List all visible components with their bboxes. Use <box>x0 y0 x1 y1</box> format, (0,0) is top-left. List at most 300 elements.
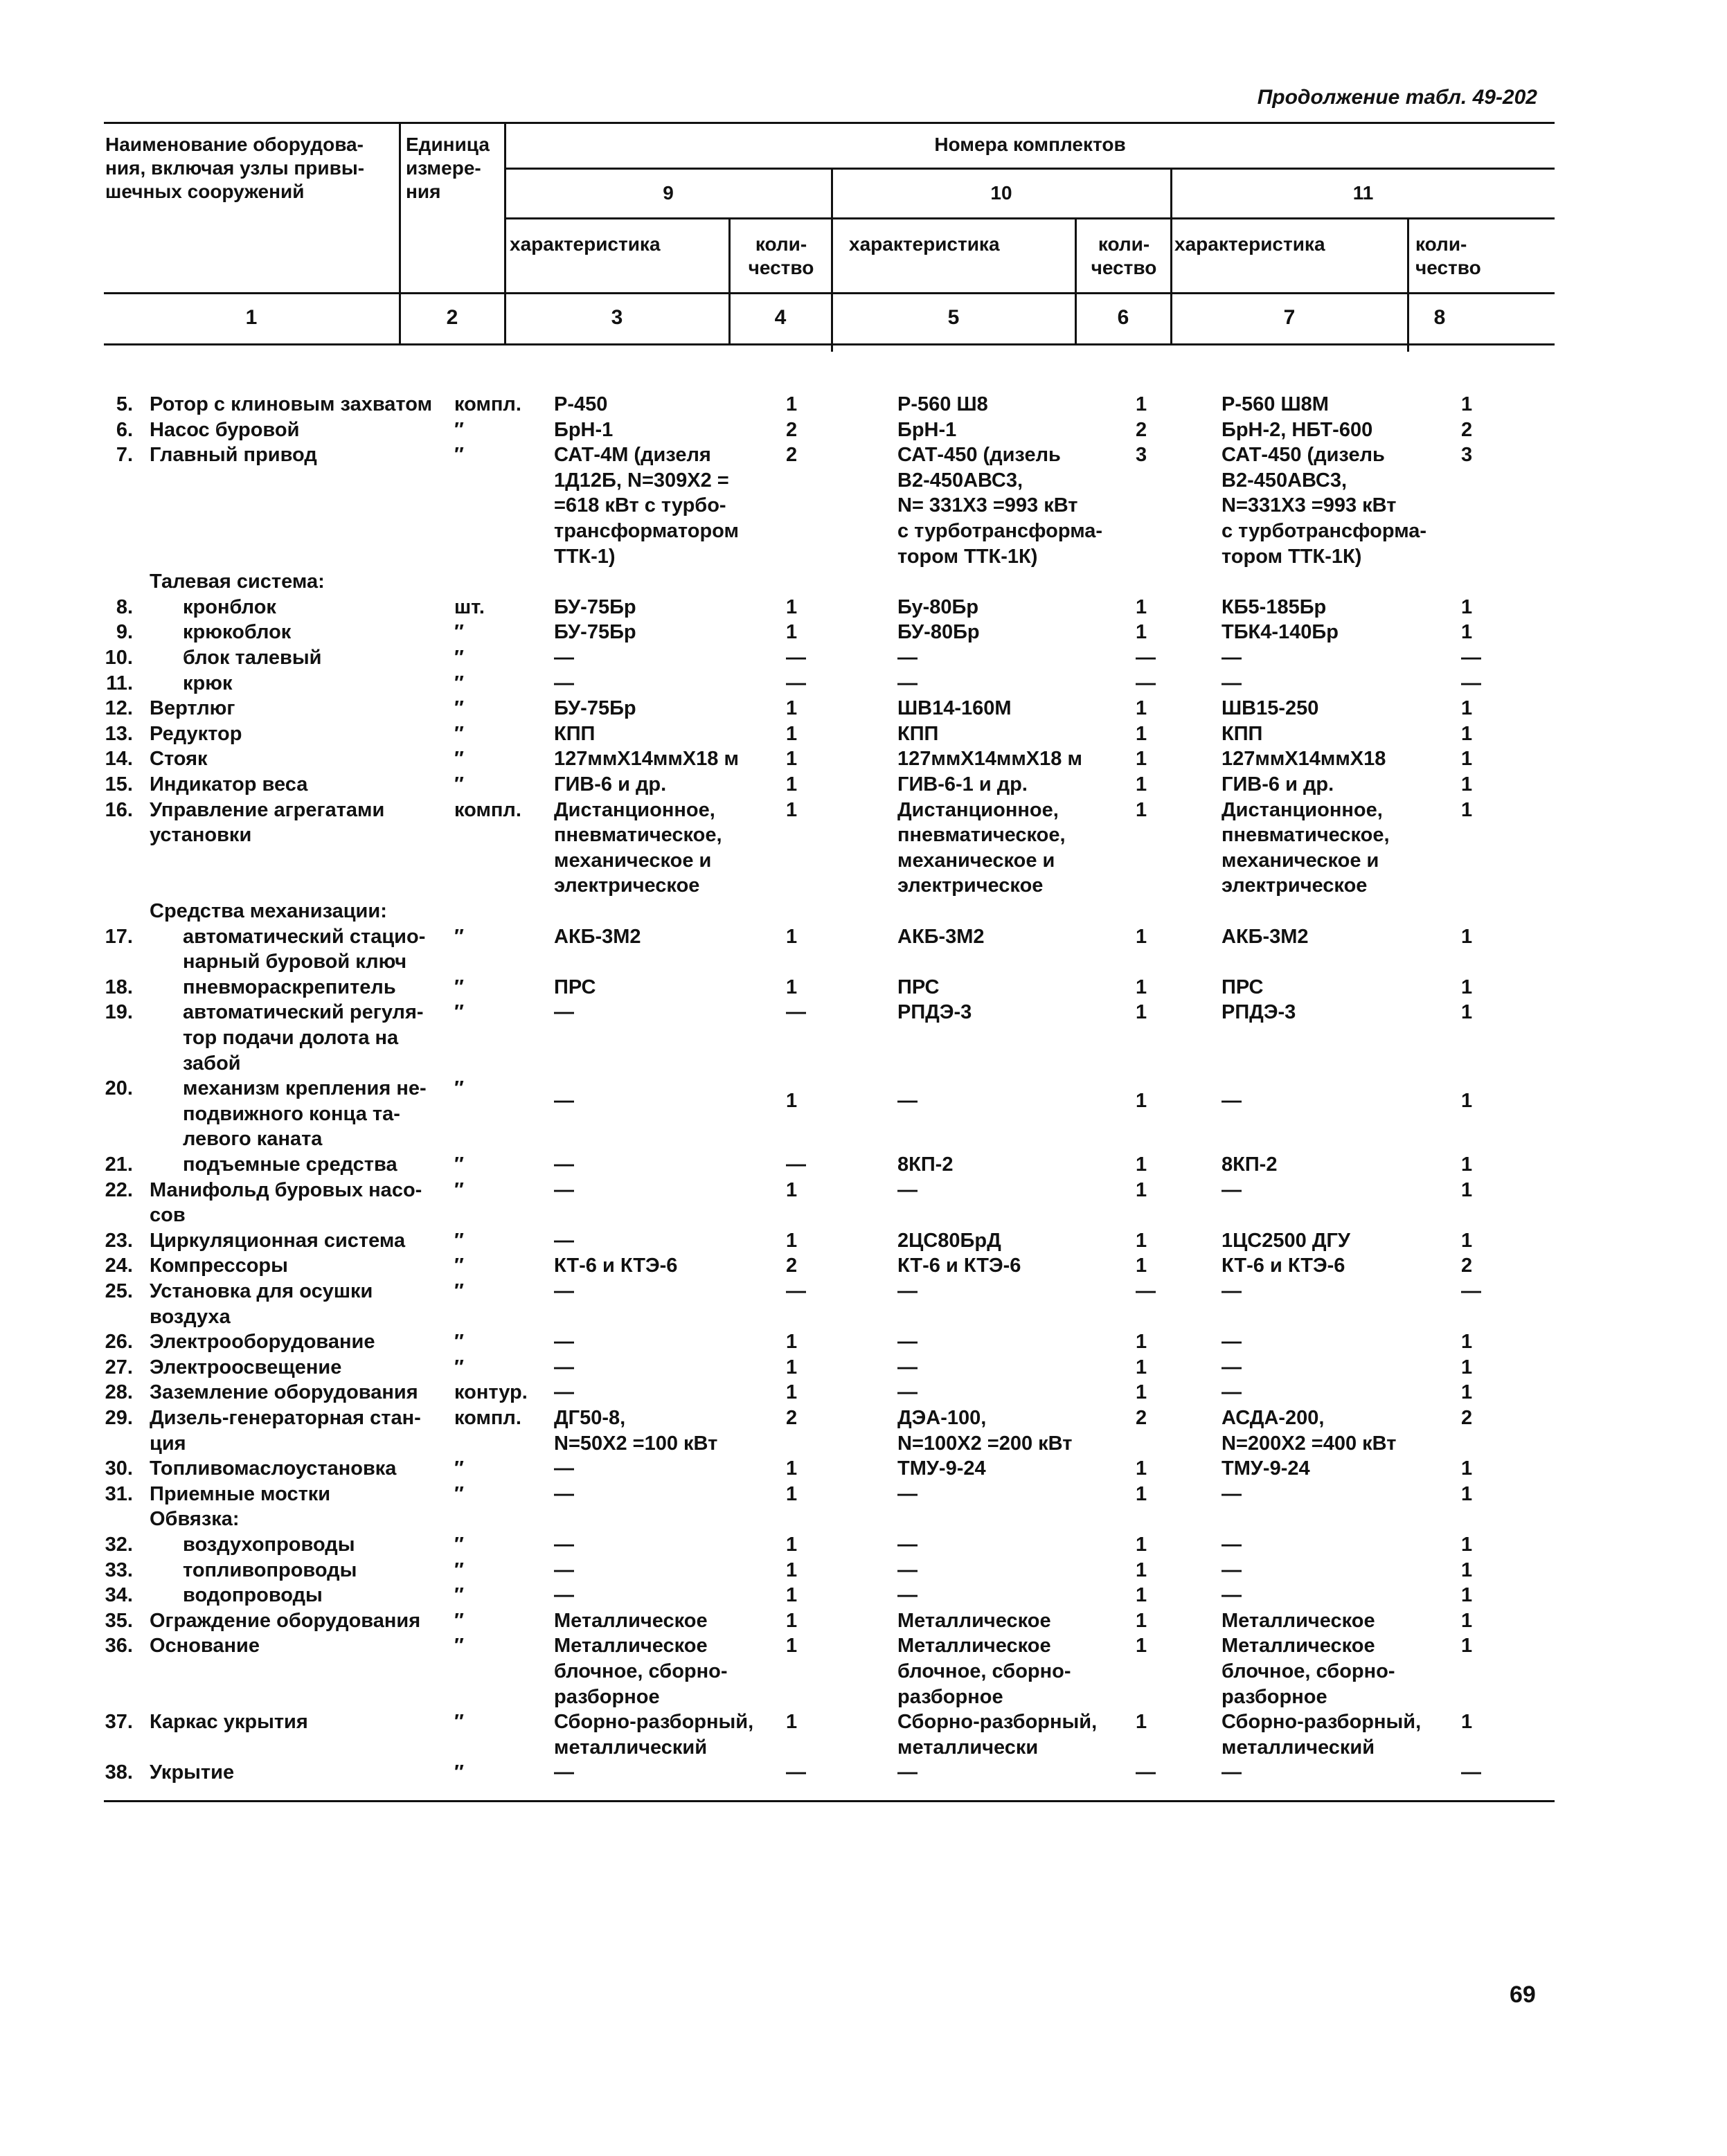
set9-characteristic: — <box>554 647 574 669</box>
header-unit: Единица измере- ния <box>406 134 490 202</box>
equipment-name: кронблок <box>183 595 276 618</box>
row-number: 29. <box>105 1407 133 1429</box>
row-number: 16. <box>105 798 133 821</box>
set10-quantity: 1 <box>1136 1178 1147 1201</box>
row-number: 10. <box>105 647 133 669</box>
set11-characteristic: — <box>1222 1331 1242 1354</box>
unit: ″ <box>454 621 464 644</box>
row-number: 26. <box>105 1331 133 1354</box>
set9-quantity: 1 <box>786 773 798 796</box>
set9-characteristic: БУ-75Бр <box>554 697 636 720</box>
set10-characteristic: ШВ14-160М <box>897 697 1012 720</box>
set10-characteristic: — <box>897 1090 918 1113</box>
set11-quantity: — <box>1461 1761 1481 1784</box>
unit: ″ <box>454 1761 464 1784</box>
unit: ″ <box>454 1229 464 1252</box>
unit: ″ <box>454 647 464 669</box>
set11-quantity: 1 <box>1461 1178 1473 1201</box>
equipment-name: Главный привод <box>150 444 317 467</box>
set10-quantity: 3 <box>1136 444 1147 467</box>
set10-characteristic: КТ-6 и КТЭ-6 <box>897 1255 1021 1277</box>
set11-quantity: 1 <box>1461 1534 1473 1556</box>
set9-quantity: — <box>786 1761 806 1784</box>
row-number: 36. <box>105 1635 133 1658</box>
unit: ″ <box>454 1153 464 1176</box>
equipment-name: Каркас укрытия <box>150 1711 308 1734</box>
set10-characteristic: 127ммХ14ммХ18 м <box>897 748 1082 771</box>
unit: ″ <box>454 444 464 467</box>
set9-quantity: 1 <box>786 1558 798 1581</box>
row-number: 17. <box>105 925 133 948</box>
set11-quantity: 2 <box>1461 1255 1473 1277</box>
set11-quantity: 1 <box>1461 798 1473 821</box>
set9-characteristic: — <box>554 1153 574 1176</box>
unit: ″ <box>454 1534 464 1556</box>
set9-characteristic: — <box>554 1229 574 1252</box>
set11-quantity: 1 <box>1461 1001 1473 1024</box>
set10-quantity: 2 <box>1136 418 1147 441</box>
set11-characteristic: АКБ-3М2 <box>1222 925 1309 948</box>
set9-quantity: 1 <box>786 798 798 821</box>
set9-characteristic: — <box>554 1090 574 1113</box>
set10-characteristic: — <box>897 1534 918 1556</box>
set10-quantity: 1 <box>1136 1457 1147 1480</box>
unit: ″ <box>454 748 464 771</box>
equipment-name: блок талевый <box>183 647 322 669</box>
set11-characteristic: — <box>1222 1584 1242 1607</box>
set11-characteristic: КБ5-185Бр <box>1222 595 1327 618</box>
set10-quantity: — <box>1136 1761 1156 1784</box>
set10-quantity: 2 <box>1136 1407 1147 1429</box>
set10-quantity: — <box>1136 1280 1156 1302</box>
set9-characteristic: КТ-6 и КТЭ-6 <box>554 1255 678 1277</box>
set10-quantity: 1 <box>1136 798 1147 821</box>
set9-quantity: — <box>786 1153 806 1176</box>
set9-quantity: 2 <box>786 1255 798 1277</box>
set11-quantity: 1 <box>1461 595 1473 618</box>
set10-characteristic: — <box>897 1331 918 1354</box>
set11-characteristic: РПДЭ-3 <box>1222 1001 1296 1024</box>
set10-quantity: 1 <box>1136 1711 1147 1734</box>
set9-characteristic: БУ-75Бр <box>554 595 636 618</box>
equipment-name: Насос буровой <box>150 418 300 441</box>
row-number: 11. <box>106 672 133 694</box>
set10-quantity: 1 <box>1136 1534 1147 1556</box>
set10-quantity: 1 <box>1136 621 1147 644</box>
set9-characteristic: — <box>554 672 574 694</box>
set11-quantity: 1 <box>1461 1457 1473 1480</box>
set11-characteristic: — <box>1222 1178 1242 1201</box>
header-characteristic-11: характеристика <box>1174 233 1325 255</box>
set9-characteristic: — <box>554 1280 574 1302</box>
set11-characteristic: КТ-6 и КТЭ-6 <box>1222 1255 1345 1277</box>
set11-quantity: 1 <box>1461 748 1473 771</box>
set9-quantity: 1 <box>786 976 798 998</box>
set11-quantity: 1 <box>1461 925 1473 948</box>
set9-quantity: 1 <box>786 1457 798 1480</box>
equipment-name: Электрооборудование <box>150 1331 375 1354</box>
row-number: 38. <box>105 1761 133 1784</box>
set9-characteristic: — <box>554 1001 574 1024</box>
set9-characteristic: 127ммХ14ммХ18 м <box>554 748 739 771</box>
set11-characteristic: Металлическое блочное, сборно- разборное <box>1222 1635 1395 1708</box>
header-set-11: 11 <box>1352 182 1374 204</box>
set9-quantity: 1 <box>786 1635 798 1658</box>
set10-characteristic: — <box>897 1356 918 1378</box>
row-number: 37. <box>105 1711 133 1734</box>
set9-quantity: 1 <box>786 621 798 644</box>
set10-characteristic: ДЭА-100, N=100Х2 =200 кВт <box>897 1407 1073 1455</box>
equipment-name: автоматический регуля- тор подачи долота на забой <box>183 1001 424 1075</box>
set11-quantity: 1 <box>1461 1153 1473 1176</box>
set9-quantity: — <box>786 1001 806 1024</box>
unit: ″ <box>454 1178 464 1201</box>
row-number: 25. <box>105 1280 133 1302</box>
set9-quantity: 1 <box>786 1356 798 1378</box>
row-number: 24. <box>105 1255 133 1277</box>
set11-quantity: 2 <box>1461 1407 1473 1429</box>
set9-characteristic: — <box>554 1356 574 1378</box>
row-number: 7. <box>116 444 133 467</box>
set9-characteristic: Металлическое <box>554 1609 708 1632</box>
set10-quantity: 1 <box>1136 976 1147 998</box>
unit: ″ <box>454 1609 464 1632</box>
set10-characteristic: — <box>897 1482 918 1505</box>
colnum-2: 2 <box>446 306 458 329</box>
colnum-6: 6 <box>1117 306 1129 329</box>
equipment-name: топливопроводы <box>183 1558 357 1581</box>
set9-characteristic: БУ-75Бр <box>554 621 636 644</box>
equipment-name: Основание <box>150 1635 260 1658</box>
equipment-name: Установка для осушки воздуха <box>150 1280 373 1328</box>
colnum-7: 7 <box>1283 306 1296 329</box>
equipment-name: Циркуляционная система <box>150 1229 406 1252</box>
table-bottom-rule <box>104 1800 1555 1802</box>
set9-quantity: 1 <box>786 595 798 618</box>
set11-quantity: 1 <box>1461 773 1473 796</box>
unit: ″ <box>454 722 464 745</box>
unit: ″ <box>454 672 464 694</box>
header-quantity-11: коли- чество <box>1415 233 1481 278</box>
equipment-name: Манифольд буровых насо- сов <box>150 1178 422 1227</box>
set10-quantity: 1 <box>1136 1558 1147 1581</box>
equipment-name: Управление агрегатами установки <box>150 798 385 847</box>
set9-quantity: 1 <box>786 1381 798 1404</box>
table-caption: Продолжение табл. 49-202 <box>1257 86 1537 109</box>
set9-characteristic: Металлическое блочное, сборно- разборное <box>554 1635 728 1708</box>
set10-characteristic: — <box>897 1381 918 1404</box>
set11-quantity: — <box>1461 647 1481 669</box>
unit: ″ <box>454 976 464 998</box>
set11-characteristic: Сборно-разборный, металлический <box>1222 1711 1422 1759</box>
unit: ″ <box>454 1356 464 1378</box>
set10-quantity: 1 <box>1136 1356 1147 1378</box>
set9-quantity: 1 <box>786 697 798 720</box>
equipment-name: Топливомаслоустановка <box>150 1457 397 1480</box>
set11-quantity: 1 <box>1461 1482 1473 1505</box>
set10-quantity: 1 <box>1136 1090 1147 1113</box>
set10-characteristic: ТМУ-9-24 <box>897 1457 986 1480</box>
set11-quantity: 1 <box>1461 1558 1473 1581</box>
colnum-8: 8 <box>1433 306 1446 329</box>
set10-quantity: 1 <box>1136 1255 1147 1277</box>
set11-characteristic: Р-560 Ш8М <box>1222 393 1329 415</box>
set10-quantity: 1 <box>1136 1229 1147 1252</box>
set11-quantity: 1 <box>1461 1584 1473 1607</box>
set9-characteristic: Сборно-разборный, металлический <box>554 1711 754 1759</box>
colnum-1: 1 <box>245 306 258 329</box>
set10-quantity: 1 <box>1136 1482 1147 1505</box>
set11-characteristic: — <box>1222 1280 1242 1302</box>
set10-quantity: 1 <box>1136 1153 1147 1176</box>
set10-quantity: 1 <box>1136 697 1147 720</box>
equipment-name: Обвязка: <box>150 1508 240 1531</box>
set10-quantity: 1 <box>1136 925 1147 948</box>
set9-characteristic: — <box>554 1331 574 1354</box>
unit: ″ <box>454 1280 464 1302</box>
set9-quantity: — <box>786 1280 806 1302</box>
set9-characteristic: — <box>554 1534 574 1556</box>
set10-quantity: 1 <box>1136 595 1147 618</box>
header-equipment-name: Наименование оборудова- ния, включая узлы привы- шечных сооружений <box>105 134 365 202</box>
unit: ″ <box>454 1584 464 1607</box>
colnum-3: 3 <box>611 306 623 329</box>
set10-quantity: 1 <box>1136 393 1147 415</box>
set10-quantity: 1 <box>1136 748 1147 771</box>
unit: ″ <box>454 925 464 948</box>
unit: ″ <box>454 1077 464 1100</box>
set9-characteristic: АКБ-3М2 <box>554 925 641 948</box>
set11-characteristic: АСДА-200, N=200Х2 =400 кВт <box>1222 1407 1397 1455</box>
set10-quantity: 1 <box>1136 773 1147 796</box>
set10-characteristic: — <box>897 1178 918 1201</box>
set10-characteristic: БУ-80Бр <box>897 621 980 644</box>
set10-characteristic: Сборно-разборный, металлически <box>897 1711 1098 1759</box>
set10-quantity: 1 <box>1136 1609 1147 1632</box>
set10-quantity: — <box>1136 672 1156 694</box>
set10-quantity: 1 <box>1136 1381 1147 1404</box>
row-number: 33. <box>105 1558 133 1581</box>
set11-characteristic: — <box>1222 647 1242 669</box>
equipment-name: Стояк <box>150 748 208 771</box>
header-quantity-10: коли- чество <box>1091 233 1157 278</box>
set11-characteristic: — <box>1222 1534 1242 1556</box>
set11-quantity: 1 <box>1461 1090 1473 1113</box>
row-number: 27. <box>105 1356 133 1378</box>
set11-quantity: 1 <box>1461 1609 1473 1632</box>
unit: шт. <box>454 595 485 618</box>
set11-characteristic: ТБК4-140Бр <box>1222 621 1339 644</box>
set10-characteristic: 8КП-2 <box>897 1153 954 1176</box>
set11-quantity: 1 <box>1461 722 1473 745</box>
unit: ″ <box>454 1331 464 1354</box>
equipment-name: крюкоблок <box>183 621 292 644</box>
equipment-name: крюк <box>183 672 233 694</box>
set11-characteristic: 8КП-2 <box>1222 1153 1278 1176</box>
equipment-name: автоматический стацио- нарный буровой ключ <box>183 925 426 973</box>
set9-characteristic: — <box>554 1457 574 1480</box>
set11-characteristic: — <box>1222 1356 1242 1378</box>
equipment-name: подъемные средства <box>183 1153 397 1176</box>
set10-characteristic: 2ЦС80БрД <box>897 1229 1001 1252</box>
set10-quantity: 1 <box>1136 1635 1147 1658</box>
set10-characteristic: САТ-450 (дизель В2-450АВС3, N= 331Х3 =993 кВт с турботрансформа- тором ТТК-1К) <box>897 444 1103 568</box>
equipment-name: Приемные мостки <box>150 1482 331 1505</box>
row-number: 34. <box>105 1584 133 1607</box>
row-number: 8. <box>116 595 133 618</box>
set10-quantity: 1 <box>1136 1584 1147 1607</box>
set10-characteristic: — <box>897 1761 918 1784</box>
unit: ″ <box>454 773 464 796</box>
unit: ″ <box>454 1457 464 1480</box>
set9-characteristic: — <box>554 1558 574 1581</box>
set9-characteristic: Дистанционное, пневматическое, механическое и электрическое <box>554 798 722 897</box>
set9-quantity: 2 <box>786 1407 798 1429</box>
set11-quantity: 1 <box>1461 976 1473 998</box>
set10-characteristic: ГИВ-6-1 и др. <box>897 773 1028 796</box>
set11-quantity: 1 <box>1461 1711 1473 1734</box>
set10-characteristic: — <box>897 647 918 669</box>
set11-characteristic: — <box>1222 1482 1242 1505</box>
set9-characteristic: — <box>554 1381 574 1404</box>
set11-characteristic: — <box>1222 672 1242 694</box>
header-set-9: 9 <box>663 182 674 204</box>
unit: ″ <box>454 1255 464 1277</box>
set11-characteristic: 1ЦС2500 ДГУ <box>1222 1229 1350 1252</box>
set11-characteristic: 127ммХ14ммХ18 <box>1222 748 1386 771</box>
colnum-5: 5 <box>947 306 960 329</box>
equipment-name: Вертлюг <box>150 697 235 720</box>
set10-characteristic: Металлическое <box>897 1609 1051 1632</box>
set11-characteristic: Дистанционное, пневматическое, механическое и электрическое <box>1222 798 1390 897</box>
set10-quantity: — <box>1136 647 1156 669</box>
set9-characteristic: САТ-4М (дизеля 1Д12Б, N=309Х2 = =618 кВт с турбо- трансформатором ТТК-1) <box>554 444 739 568</box>
equipment-name: Электроосвещение <box>150 1356 342 1378</box>
set9-quantity: 1 <box>786 393 798 415</box>
row-number: 9. <box>116 621 133 644</box>
unit: компл. <box>454 798 521 821</box>
equipment-name: Компрессоры <box>150 1255 288 1277</box>
set10-characteristic: БрН-1 <box>897 418 957 441</box>
set9-quantity: — <box>786 647 806 669</box>
set11-characteristic: ПРС <box>1222 976 1264 998</box>
equipment-name: Укрытие <box>150 1761 235 1784</box>
set9-quantity: 1 <box>786 1482 798 1505</box>
set11-characteristic: — <box>1222 1381 1242 1404</box>
row-number: 15. <box>105 773 133 796</box>
set11-quantity: 3 <box>1461 444 1473 467</box>
set9-quantity: 1 <box>786 722 798 745</box>
set11-quantity: 2 <box>1461 418 1473 441</box>
equipment-name: механизм крепления не- подвижного конца та- левого каната <box>183 1077 427 1151</box>
set11-characteristic: САТ-450 (дизель В2-450АВС3, N=331Х3 =993 кВт с турботрансформа- тором ТТК-1К) <box>1222 444 1427 568</box>
set11-quantity: 1 <box>1461 1635 1473 1658</box>
equipment-name: Заземление оборудования <box>150 1381 418 1404</box>
set10-characteristic: Р-560 Ш8 <box>897 393 988 415</box>
colnum-4: 4 <box>774 306 787 329</box>
set9-quantity: 1 <box>786 1331 798 1354</box>
set9-quantity: 1 <box>786 1711 798 1734</box>
set11-characteristic: ШВ15-250 <box>1222 697 1319 720</box>
unit: ″ <box>454 1558 464 1581</box>
unit: компл. <box>454 1407 521 1429</box>
set10-characteristic: — <box>897 672 918 694</box>
set9-quantity: 2 <box>786 444 798 467</box>
row-number: 32. <box>105 1534 133 1556</box>
set9-characteristic: БрН-1 <box>554 418 614 441</box>
row-number: 6. <box>116 418 133 441</box>
unit: ″ <box>454 697 464 720</box>
unit: ″ <box>454 418 464 441</box>
set9-characteristic: ПРС <box>554 976 596 998</box>
row-number: 22. <box>105 1178 133 1201</box>
header-characteristic-9: характеристика <box>510 233 661 255</box>
equipment-name: Талевая система: <box>150 571 325 593</box>
set10-quantity: 1 <box>1136 1331 1147 1354</box>
set11-characteristic: — <box>1222 1090 1242 1113</box>
set10-characteristic: Металлическое блочное, сборно- разборное <box>897 1635 1071 1708</box>
equipment-name: Средства механизации: <box>150 900 387 922</box>
set10-quantity: 1 <box>1136 1001 1147 1024</box>
row-number: 18. <box>105 976 133 998</box>
set10-characteristic: Бу-80Бр <box>897 595 979 618</box>
set9-characteristic: ДГ50-8, N=50Х2 =100 кВт <box>554 1407 718 1455</box>
equipment-name: водопроводы <box>183 1584 323 1607</box>
set11-quantity: 1 <box>1461 1331 1473 1354</box>
set9-characteristic: КПП <box>554 722 596 745</box>
equipment-name: пневмораскрепитель <box>183 976 396 998</box>
set9-characteristic: Р-450 <box>554 393 608 415</box>
unit: компл. <box>454 393 521 415</box>
row-number: 14. <box>105 748 133 771</box>
set10-characteristic: ПРС <box>897 976 940 998</box>
set10-quantity: 1 <box>1136 722 1147 745</box>
set9-quantity: 1 <box>786 1178 798 1201</box>
row-number: 19. <box>105 1001 133 1024</box>
header-quantity-9: коли- чество <box>748 233 814 278</box>
set9-quantity: 1 <box>786 748 798 771</box>
set10-characteristic: — <box>897 1558 918 1581</box>
set11-quantity: — <box>1461 1280 1481 1302</box>
set9-characteristic: — <box>554 1178 574 1201</box>
set10-characteristic: АКБ-3М2 <box>897 925 985 948</box>
row-number: 20. <box>105 1077 133 1100</box>
set11-quantity: 1 <box>1461 697 1473 720</box>
set11-quantity: 1 <box>1461 1229 1473 1252</box>
row-number: 30. <box>105 1457 133 1480</box>
set10-characteristic: — <box>897 1280 918 1302</box>
set10-characteristic: РПДЭ-3 <box>897 1001 972 1024</box>
set11-quantity: — <box>1461 672 1481 694</box>
set9-characteristic: — <box>554 1761 574 1784</box>
set10-characteristic: КПП <box>897 722 939 745</box>
equipment-name: Редуктор <box>150 722 242 745</box>
header-characteristic-10: характеристика <box>849 233 1000 255</box>
set10-characteristic: Дистанционное, пневматическое, механическое и электрическое <box>897 798 1066 897</box>
set9-quantity: 1 <box>786 1534 798 1556</box>
row-number: 13. <box>105 722 133 745</box>
set10-characteristic: — <box>897 1584 918 1607</box>
set9-characteristic: — <box>554 1584 574 1607</box>
set9-quantity: 1 <box>786 1090 798 1113</box>
set9-quantity: 2 <box>786 418 798 441</box>
row-number: 23. <box>105 1229 133 1252</box>
row-number: 28. <box>105 1381 133 1404</box>
unit: ″ <box>454 1635 464 1658</box>
row-number: 5. <box>116 393 133 415</box>
set9-quantity: 1 <box>786 1229 798 1252</box>
unit: ″ <box>454 1482 464 1505</box>
